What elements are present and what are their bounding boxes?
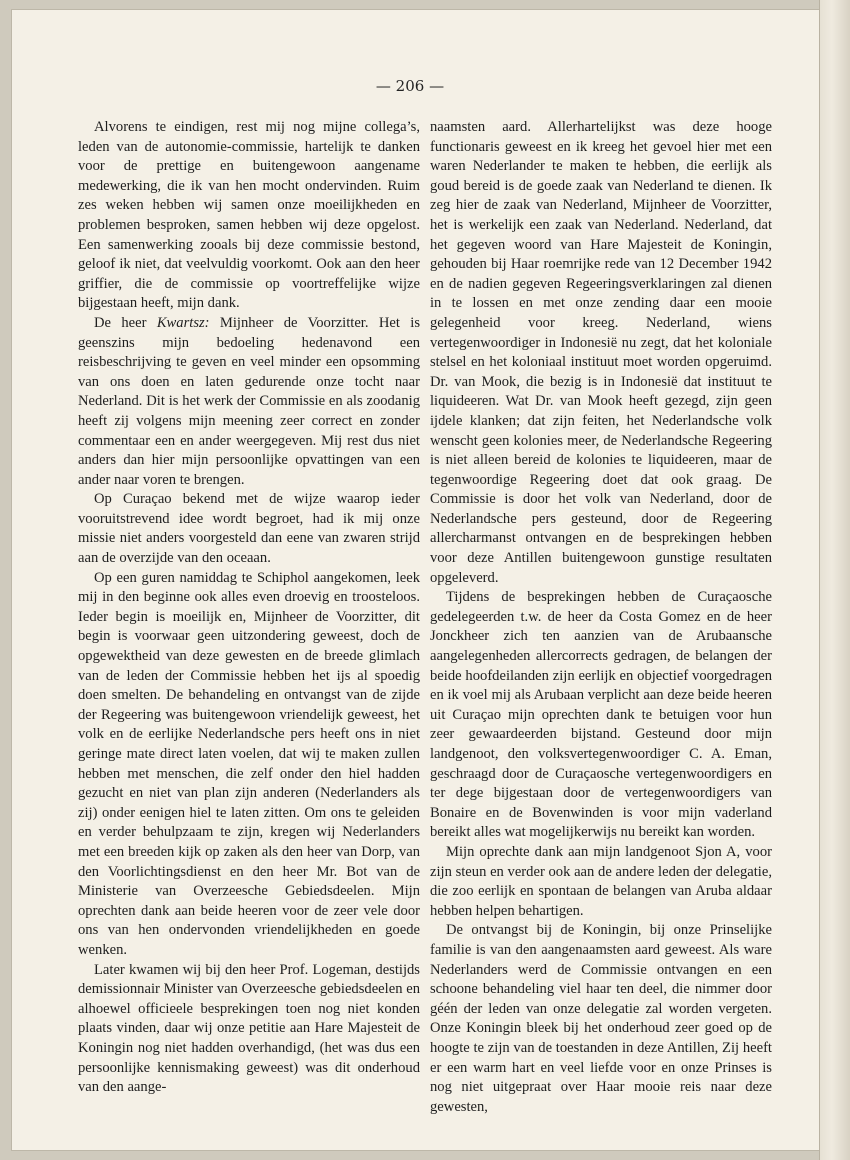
left-paragraph-4: Op een guren namiddag te Schiphol aangekomen, leek mij in den beginne ook alles even droevig en troosteloos. Ieder begin is moeilijk en, Mijnheer de Voorzitter, dit begin is voorwaar geen uitzondering geweest, doch de opgewektheid van deze gewesten en de breede glimlach van de leden der Commissie hebben het ijs al spoedig doen smelten. De behandeling en ontvangst van de zijde der Regeering was buitengewoon vriendelijk geweest, het volk en de eerlijke Nederlandsche pers heeft ons in niet geringe mate direct laten voelen, dat wij te maken zullen hebben met menschen, die zelf onder den hiel hadden gezucht en niet van plan zijn anderen (Nederlanders als zij) onder eenigen hiel te laten zitten. Om ons te geleiden en verder behulpzaam te zijn, kregen wij Nederlanders met een breeden kijk op zaken als den heer van Dorp, van den Voorlichtingsdienst en den heer Mr. Bot van de Ministerie van Overzeesche Gebiedsdeelen. Mijn oprechten dank aan beide heeren voor de zeer vele door ons van hen ondervonden vriendelijkheden en goede wenken. — [78, 569, 420, 958]
right-paragraph-3: Mijn oprechte dank aan mijn landgenoot Sjon A, voor zijn steun en verder ook aan de andere leden der delegatie, die zoo eerlijk en spontaan de belangen van Aruba aldaar hebben helpen behartigen. — [430, 843, 772, 919]
right-paragraph-4: De ontvangst bij de Koningin, bij onze Prinselijke familie is van den aangenaamsten aard geweest. Als ware Nederlanders werd de Commissie ontvangen en een schoone behandeling viel haar ten deel, die nimmer door géén der leden van onze delegatie zal worden vergeten. Onze Koningin bleek bij het onderhoud zeer goed op de hoogte te zijn van de toestanden in deze Antillen, Zij heeft er een warm hart en veel liefde voor en onze Prinses is nog niet uitgepraat over Haar mooie reis naar deze gewesten, — [430, 922, 772, 1115]
page-number: — 206 — — [375, 77, 445, 95]
left-column — [78, 118, 420, 1098]
right-column — [430, 118, 772, 1117]
next-page-edge — [819, 0, 850, 1160]
speaker-prefix: De heer — [94, 314, 157, 331]
left-paragraph-1: Alvorens te eindigen, rest mij nog mijne collega’s, leden van de autonomie-commissie, hartelijk te danken voor de prettige en buitengewoon aangename medewerking, die ik van hen mocht ondervinden. Ruim zes weken hebben wij samen onze moeilijkheden en problemen besproken, samen hebben wij deze opgelost. Een samenwerking zooals bij deze commissie bestond, geloof ik niet, dat veelvuldig voorkomt. Ook aan den heer griffier, die de commissie op voortreffelijke wijze bijgestaan heeft, mijn dank. — [78, 119, 420, 312]
right-paragraph-2: Tijdens de besprekingen hebben de Curaçaosche gedelegeerden t.w. de heer da Costa Gomez en de heer Jonckheer zich ten aanzien van de Arubaansche aangelegenheden allercorrects gedragen, de belangen der beide hoofdeilanden zijn eerlijk en objectief voorgedragen en ik voel mij als Arubaan verplicht aan deze beide heeren uit Curaçao mijn oprechten dank te betuigen voor hun zeer gewaardeerden bijstand. Gesteund door mijn landgenoot, den volksvertegenwoordiger C. A. Eman, geschraagd door de Curaçaosche vertegenwoordigers en ter dege bijgestaan door de vertegenwoordigers van Bonaire en de Bovenwinden is voor mijn vaderland bereikt alles wat mogelijkerwijs nu bereikt kan worden. — [430, 589, 772, 841]
left-paragraph-3: Op Curaçao bekend met de wijze waarop ieder vooruitstrevend idee wordt begroet, had ik mij onze missie niet anders voorgesteld dan eene van zwaren strijd aan de overzijde van den oceaan. — [78, 491, 420, 567]
speaker-text: Mijnheer de Voorzitter. Het is geenszins mijn bedoeling hedenavond een reisbeschrijving te geven en veel minder een opsomming van ons doen en laten gedurende onze tocht naar Nederland. Dit is het werk der Commissie en als zoodanig heeft zij volgens mijn meening zeer correct en zonder commentaar een en ander weergegeven. Mij rest dus niet anders dan hier mijn persoonlijke opvattingen van een ander naar voren te brengen. — [78, 314, 421, 488]
left-paragraph-5: Later kwamen wij bij den heer Prof. Logeman, destijds demissionnair Minister van Overzeesche gebiedsdeelen en alhoewel officieele besprekingen toen nog niet konden plaats vinden, daar wij onze petitie aan Hare Majesteit de Koningin nog niet hadden overhandigd, (het was dus een persoonlijke kennismaking geweest) was dit onderhoud van den aange- — [78, 961, 420, 1096]
right-paragraph-1: naamsten aard. Allerhartelijkst was deze hooge functionaris geweest en ik kreeg het gevoel hier met een waren Nederlander te maken te hebben, die eerlijk als goud bereid is de goede zaak van Nederland te dienen. Ik zeg hier de zaak van Nederland, Mijnheer de Voorzitter, het is werkelijk een zaak van Nederland. Nederland, dat het gegeven woord van Hare Majesteit de Koningin, gehouden bij Haar roemrijke rede van 12 December 1942 en de nadien gegeven Regeeringsverklaringen zal dienen in te lossen en met onze zending daar een mooie gelegenheid voor kreeg. Nederland, wiens vertegenwoordiger in Indonesië nu zegt, dat het koloniale stelsel en het koloniaal instituut moet worden opgeruimd. Dr. van Mook, die bezig is in Indonesië dat instituut te liquideeren. Wat Dr. van Mook heeft gezegd, zijn geen ijdele klanken; dat zijn feiten, het Nederlandsche volk wenscht geen kolonies meer, de Nederlandsche Regeering is niet alleen bereid de kolonies te liquideeren, maar de tegenwoordige Regeering doet dat ook graag. De Commissie is door het volk van Nederland, door de Nederlandsche pers gesteund, door de Regeering allercharmanst ontvangen en de besprekingen hebben voor deze Antillen buitengewoon gunstige resultaten opgeleverd. — [430, 119, 772, 586]
speaker-name: Kwartsz: — [156, 314, 210, 331]
left-paragraph-2 — [78, 314, 420, 490]
